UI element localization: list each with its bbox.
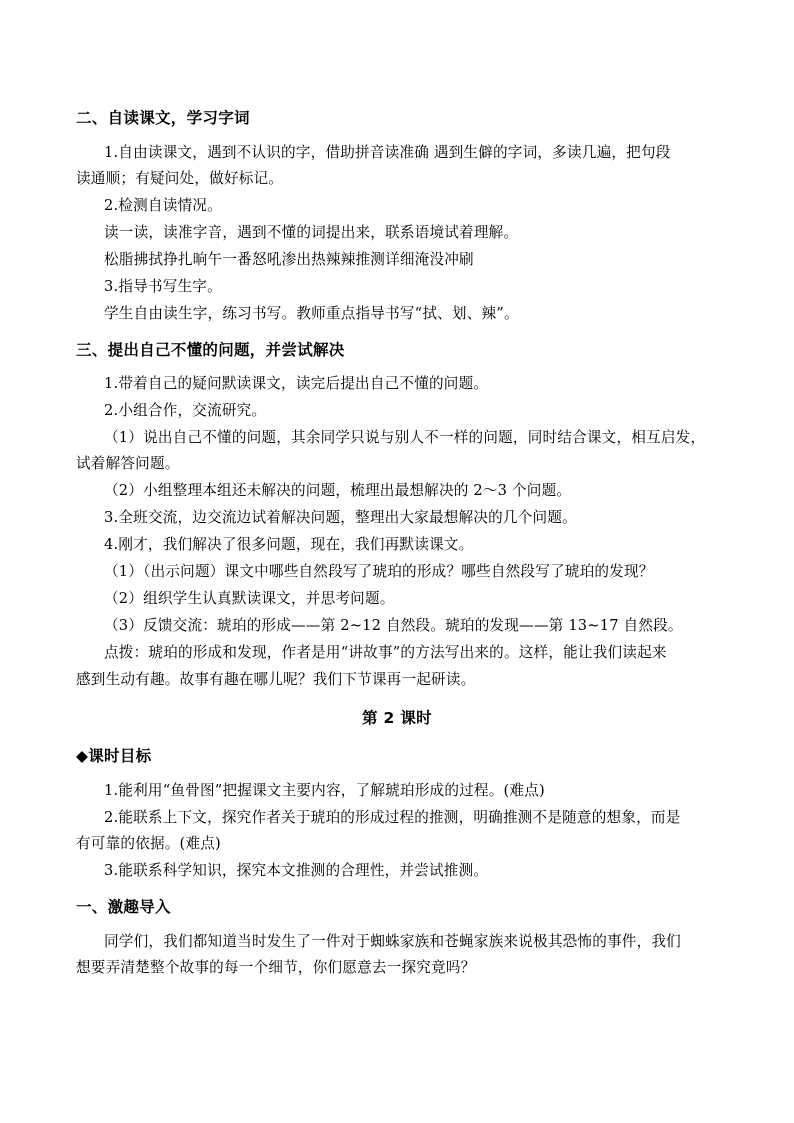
vocabulary-list: 松脂拂拭挣扎晌午一番怒吼渗出热辣辣推测详细淹没冲刷 [104, 251, 474, 268]
paragraph: （2）组织学生认真默读课文，并思考问题。 [104, 590, 395, 607]
lesson-title: 第 2 课时 [362, 709, 432, 727]
goal-item: 3.能联系科学知识，探究本文推测的合理性，并尝试推测。 [104, 862, 489, 879]
paragraph: （1）说出自己不懂的问题，其余同学只说与别人不一样的问题，同时结合课文，相互启发， [104, 429, 706, 446]
paragraph: 2.检测自读情况。 [104, 197, 222, 214]
paragraph: 4.刚才，我们解决了很多问题，现在，我们再默读课文。 [104, 536, 474, 553]
goal-item: 有可靠的依据。(难点) [76, 835, 221, 852]
paragraph: 3.指导书写生字。 [104, 278, 222, 295]
paragraph: （3）反馈交流：琥珀的形成——第 2~12 自然段。琥珀的发现——第 13~17 自然段。 [104, 617, 683, 634]
paragraph: 试着解答问题。 [76, 455, 180, 472]
paragraph: （1）（出示问题）课文中哪些自然段写了琥珀的形成？哪些自然段写了琥珀的发现？ [104, 563, 654, 580]
paragraph: 1.自由读课文，遇到不认识的字，借助拼音读准确 遇到生僻的字词，多读几遍，把句段 [104, 144, 671, 161]
paragraph: （2）小组整理本组还未解决的问题，梳理出最想解决的 2～3 个问题。 [104, 482, 572, 499]
paragraph: 3.全班交流，边交流边试着解决问题，整理出大家最想解决的几个问题。 [104, 509, 577, 526]
goal-item: 2.能联系上下文，探究作者关于琥珀的形成过程的推测，明确推测不是随意的想象，而是 [104, 809, 681, 826]
section-heading-self-reading: 二、自读课文，学习字词 [76, 109, 250, 127]
section-heading-questions: 三、提出自己不懂的问题，并尝试解决 [76, 341, 345, 359]
section-heading-intro: 一、激趣导入 [76, 898, 171, 916]
paragraph: 点拨：琥珀的形成和发现，作者是用“讲故事”的方法写出来的。这样，能让我们读起来 [104, 644, 667, 661]
paragraph: 同学们，我们都知道当时发生了一件对于蜘蛛家族和苍蝇家族来说极其恐怖的事件，我们 [104, 933, 681, 950]
paragraph: 2.小组合作，交流研究。 [104, 402, 267, 419]
paragraph: 感到生动有趣。故事有趣在哪儿呢？我们下节课再一起研读。 [76, 671, 476, 688]
paragraph: 学生自由读生字，练习书写。教师重点指导书写“拭、划、辣”。 [104, 305, 519, 322]
goal-item: 1.能利用“鱼骨图”把握课文主要内容，了解琥珀形成的过程。(难点) [104, 782, 545, 799]
paragraph: 想要弄清楚整个故事的每一个细节，你们愿意去一探究竟吗？ [76, 959, 476, 976]
paragraph: 读一读，读准字音，遇到不懂的词提出来，联系语境试着理解。 [104, 224, 519, 241]
paragraph: 1.带着自己的疑问默读课文，读完后提出自己不懂的问题。 [104, 375, 489, 392]
goals-heading: ◆课时目标 [76, 747, 152, 765]
paragraph: 读通顺；有疑问处，做好标记。 [76, 170, 284, 187]
